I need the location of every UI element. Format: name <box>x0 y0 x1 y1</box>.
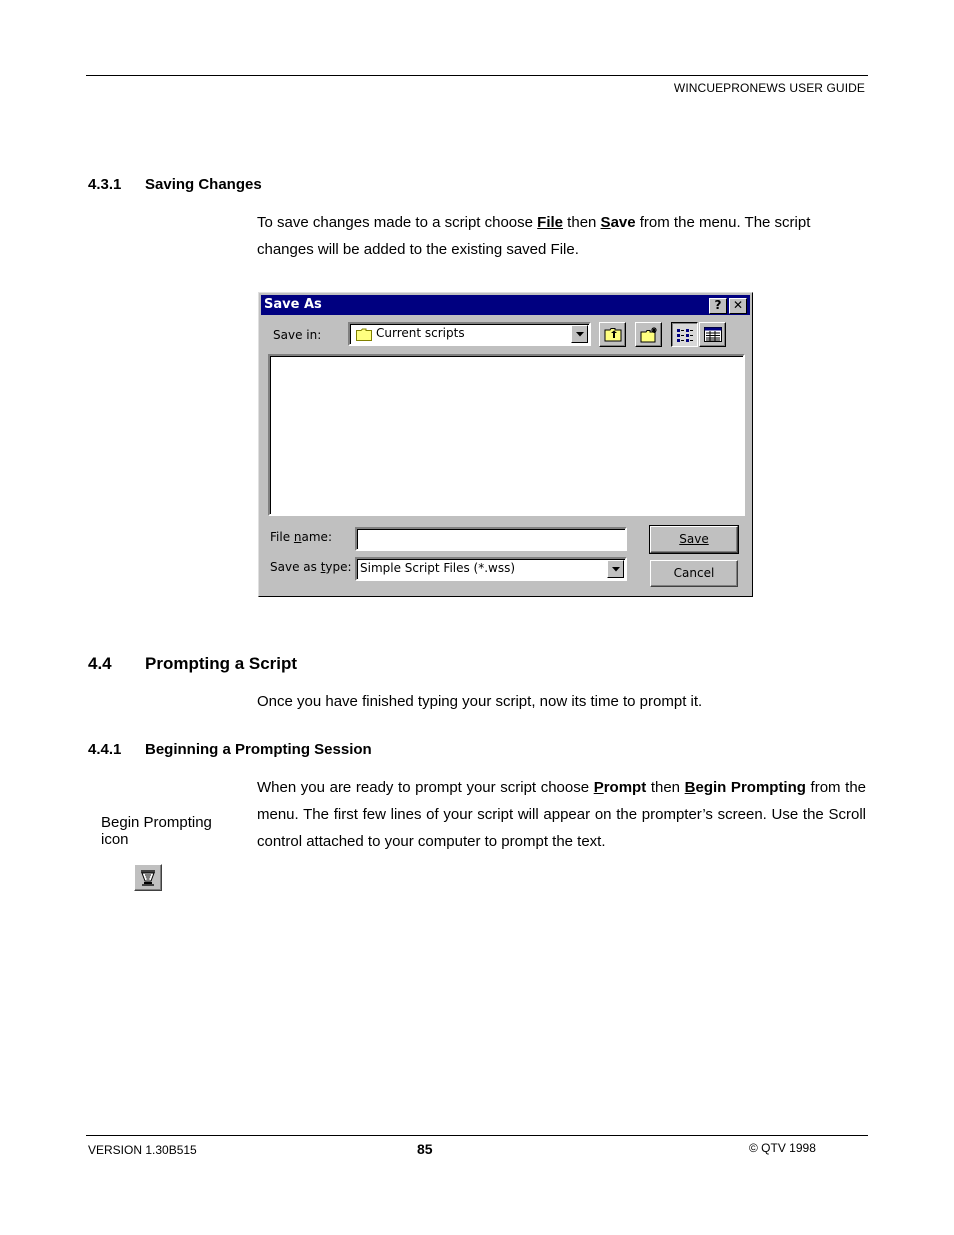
header-title: WINCUEPRONEWS USER GUIDE <box>673 81 865 95</box>
section-title: Saving Changes <box>145 176 262 193</box>
page-number: 85 <box>417 1141 433 1157</box>
section-title: Prompting a Script <box>145 654 298 673</box>
save-button-label: Save <box>679 532 709 546</box>
menu-ref-prompt: rompt <box>603 779 647 796</box>
cancel-button[interactable] <box>650 560 738 587</box>
prompting-paragraph: Once you have finished typing your script, now its time to prompt it. <box>257 693 703 710</box>
begin-prompting-paragraph <box>257 774 866 855</box>
prompter-icon <box>139 869 157 887</box>
dialog-title: Save As <box>264 297 322 312</box>
footer-version: VERSION 1.30B515 <box>88 1143 197 1157</box>
help-button[interactable] <box>709 298 727 314</box>
section-number: 4.4 <box>88 654 112 673</box>
text-run: from the menu. The script changes will be added to the existing saved File. <box>257 214 811 258</box>
begin-prompting-icon <box>134 864 162 891</box>
footer-rule <box>86 1135 868 1136</box>
up-folder-icon <box>604 327 622 342</box>
save-in-dropdown-button[interactable] <box>571 325 588 343</box>
save-as-type-label: Save as type: <box>270 560 352 574</box>
text-run: When you are ready to prompt your script choose <box>257 779 594 796</box>
up-one-level-button[interactable] <box>599 322 626 347</box>
chevron-down-icon <box>576 332 584 337</box>
save-button[interactable] <box>650 526 738 553</box>
menu-ref-save-mnemonic: S <box>600 214 611 231</box>
list-view-icon <box>676 328 694 342</box>
menu-ref-prompt-mnemonic: P <box>593 779 604 796</box>
chevron-down-icon <box>612 567 620 572</box>
menu-ref-file: File <box>537 214 564 231</box>
details-view-icon <box>704 327 722 342</box>
menu-ref-save: ave <box>610 214 636 231</box>
close-button[interactable] <box>729 298 747 314</box>
text-run: To save changes made to a script choose <box>257 214 538 231</box>
new-folder-icon <box>640 327 658 343</box>
save-in-label: Save in: <box>273 328 322 342</box>
help-icon: ? <box>714 298 722 312</box>
section-number: 4.3.1 <box>88 176 122 193</box>
margin-note: Begin Prompting icon <box>101 814 212 848</box>
dialog-titlebar[interactable] <box>261 295 750 315</box>
text-run: then <box>646 779 685 796</box>
menu-ref-begin-mnemonic: B <box>684 779 696 796</box>
header-rule <box>86 75 868 76</box>
text-run: from the menu. The first few lines of your script will appear on the prompter’s screen. Use the Scroll control attached to your computer to prompt the text. <box>257 779 867 850</box>
save-in-value: Current scripts <box>376 326 465 340</box>
save-as-type-dropdown[interactable] <box>355 557 627 581</box>
section-number: 4.4.1 <box>88 741 122 758</box>
close-icon: ✕ <box>732 298 744 312</box>
saving-changes-paragraph <box>257 209 866 263</box>
list-view-button[interactable] <box>671 322 698 347</box>
file-name-input[interactable] <box>355 527 627 551</box>
file-list[interactable] <box>268 354 745 516</box>
text-run: then <box>563 214 601 231</box>
folder-icon <box>356 328 372 341</box>
save-as-type-value: Simple Script Files (*.wss) <box>360 561 516 575</box>
save-as-type-dropdown-button[interactable] <box>607 560 624 578</box>
cancel-button-label: Cancel <box>673 566 715 580</box>
section-title: Beginning a Prompting Session <box>145 741 372 758</box>
details-view-button[interactable] <box>699 322 726 347</box>
save-as-dialog <box>258 292 753 597</box>
file-name-label: File name: <box>270 530 332 544</box>
save-in-dropdown[interactable] <box>348 322 591 346</box>
menu-ref-begin-prompting: egin Prompting <box>695 779 806 796</box>
footer-copyright: © QTV 1998 <box>749 1141 816 1155</box>
create-new-folder-button[interactable] <box>635 322 662 347</box>
